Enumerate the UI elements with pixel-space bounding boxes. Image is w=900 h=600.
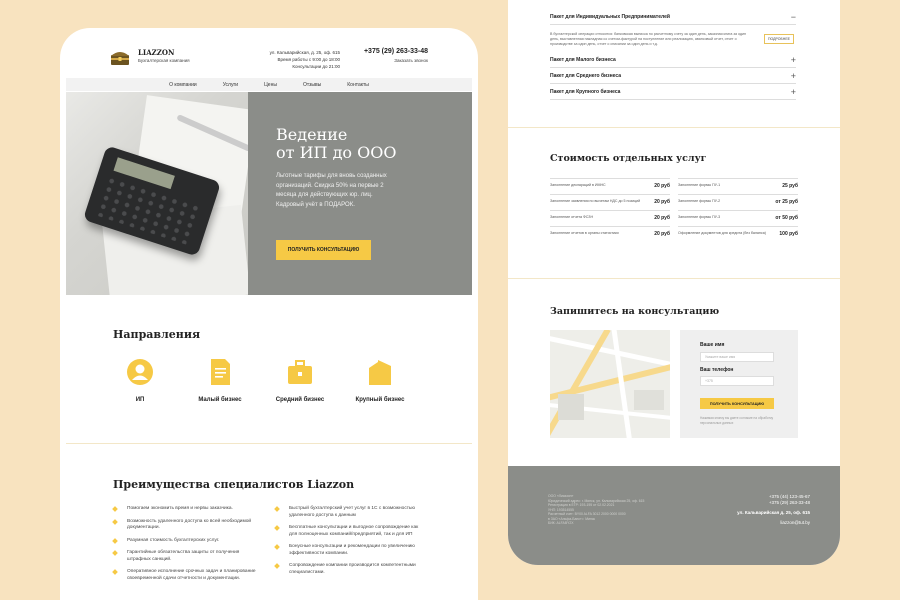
name-label: Ваше имя bbox=[700, 342, 725, 348]
package-title: Пакет для Индивидуальных Предпринимателей bbox=[550, 14, 670, 20]
advantages-left-list bbox=[113, 506, 263, 588]
advantage-item: Сопровождение компании производится компетентными специалистами. bbox=[275, 563, 425, 576]
nav-item-prices[interactable]: Цены bbox=[264, 81, 277, 88]
hero-title-line1: Ведение bbox=[276, 125, 348, 144]
footer-email[interactable]: liazzon@tut.by bbox=[780, 520, 810, 525]
price-row: Заполнение формы ПУ-1 25 руб bbox=[678, 178, 798, 194]
plus-icon: + bbox=[790, 55, 796, 65]
user-icon bbox=[126, 358, 154, 386]
footer-phone-1[interactable]: +375 (44) 123-45-67 bbox=[768, 494, 810, 499]
header-address: ул. Кальварийская, д. 25, оф. 615 bbox=[269, 50, 340, 55]
package-title: Пакет для Малого бизнеса bbox=[550, 57, 616, 63]
footer-phone-2[interactable]: +375 (29) 263-33-48 bbox=[768, 500, 810, 505]
plus-icon: + bbox=[790, 87, 796, 97]
minus-icon: − bbox=[790, 12, 796, 22]
document-icon bbox=[206, 358, 234, 386]
footer-address: ул. Кальварийская д. 25, оф. 615 bbox=[737, 510, 810, 515]
direction-label: ИП bbox=[135, 397, 145, 403]
contact-title: Запишитесь на консультацию bbox=[550, 306, 720, 317]
section-divider bbox=[66, 443, 472, 444]
package-medium-accordion[interactable] bbox=[550, 73, 796, 84]
package-title: Пакет для Крупного бизнеса bbox=[550, 89, 621, 95]
header-info bbox=[230, 49, 340, 70]
directions-title: Направления bbox=[113, 328, 201, 341]
header-consult: Консультации до 21:00 bbox=[292, 64, 340, 69]
price-row: Заполнение отчета ФСЗН 20 руб bbox=[550, 210, 670, 226]
privacy-note: Нажимая кнопку вы даете согласие на обработку персональных данных bbox=[700, 416, 774, 425]
direction-label: Малый бизнес bbox=[198, 397, 242, 403]
name-field[interactable]: Укажите ваше имя bbox=[700, 352, 774, 362]
nav-item-about[interactable]: О компании bbox=[169, 81, 197, 88]
right-page-preview bbox=[508, 0, 840, 565]
advantage-item: Помогаем экономить время и нервы заказчика. bbox=[113, 506, 263, 513]
package-ip-accordion[interactable] bbox=[550, 14, 796, 25]
consultation-form bbox=[680, 330, 798, 438]
prices-left-list bbox=[550, 178, 670, 242]
price-row: Заполнение формы ПУ-2 от 25 руб bbox=[678, 194, 798, 210]
hero-text: Льготные тарифы для вновь созданных организаций. Скидка 50% на первые 2 месяца для действующих юр. лиц. Кадровый учёт в ПОДАРОК. bbox=[276, 173, 387, 208]
prices-title: Стоимость отдельных услуг bbox=[550, 153, 707, 164]
package-title: Пакет для Среднего бизнеса bbox=[550, 73, 621, 79]
advantage-item: Бонусные консультации и рекомендации по увеличению эффективности компании. bbox=[275, 544, 425, 557]
advantage-item: Оперативное исполнение срочных задач и планирование своевременной сдачи отчетности и документации. bbox=[113, 569, 263, 582]
nav-item-reviews[interactable]: Отзывы bbox=[302, 81, 322, 88]
price-row: Заполнение деклараций в ИМНС 20 руб bbox=[550, 178, 670, 194]
advantages-title: Преимущества специалистов Liazzon bbox=[113, 478, 355, 491]
hero-title bbox=[276, 126, 396, 162]
package-description: В бухгалтерской операции относится: банковская выписка по расчетному счету за один день, заказная книга за один день, выставленная накладная со счетом-фактурой на поступление или реализацию, авансовый отчет, отчет о производстве за один день, отчет о списании за один день и т.д. bbox=[550, 32, 746, 46]
header-hours: Время работы с 9:00 до 18:00 bbox=[277, 57, 340, 62]
order-call-link[interactable]: Заказать звонок bbox=[394, 58, 428, 63]
more-button[interactable]: ПОДРОБНЕЕ bbox=[764, 34, 794, 44]
briefcase-icon bbox=[286, 358, 314, 386]
submit-consultation-button[interactable]: ПОЛУЧИТЬ КОНСУЛЬТАЦИЮ bbox=[700, 398, 774, 409]
price-row: Заполнение формы ПУ-3 от 50 руб bbox=[678, 210, 798, 226]
advantage-item: Гарантийные обязательства защиты от получения штрафных санкций. bbox=[113, 550, 263, 563]
nav-item-contacts[interactable]: Контакты bbox=[347, 81, 369, 88]
package-small-accordion[interactable] bbox=[550, 57, 796, 68]
advantages-right-list bbox=[275, 506, 425, 582]
left-page-preview bbox=[60, 28, 478, 600]
price-row: Оформление документов для кредита (без баланса) 100 руб bbox=[678, 226, 798, 242]
prices-right-list bbox=[678, 178, 798, 242]
location-map[interactable] bbox=[550, 330, 670, 438]
hero-section bbox=[66, 92, 472, 295]
site-footer bbox=[508, 466, 840, 565]
main-nav bbox=[66, 78, 472, 91]
hero-title-line2: от ИП до ООО bbox=[276, 143, 397, 162]
phone-label: Ваш телефон bbox=[700, 367, 734, 373]
package-large-accordion[interactable] bbox=[550, 89, 796, 100]
footer-contacts bbox=[769, 494, 810, 506]
price-row: Заполнение отчетов в органы статистики 20 руб bbox=[550, 226, 670, 242]
section-divider bbox=[508, 127, 840, 128]
logo-chest-icon bbox=[110, 50, 130, 66]
section-divider bbox=[508, 278, 840, 279]
advantage-item: Быстрый бухгалтерский учет услуг в 1С с возможностью удаленного доступа к данным bbox=[275, 506, 425, 519]
direction-ip[interactable] bbox=[105, 358, 175, 403]
advantage-item: Разумная стоимость бухгалтерских услуг. bbox=[113, 538, 263, 545]
direction-label: Крупный бизнес bbox=[355, 397, 405, 403]
footer-legal-info: ООО «Лиаззон» Юридический адрес: г. Минск, ул. Кальварийская 25, оф. 615 Регистрация в ЕГР: 193-195 от 02.02.2021 УНП: 193514555 Расчетный счет: BY00 ALFA 3012 2000 0000 0000 в ЗАО «Альфа-Банк» г. Минск БИК: ALFABY2X bbox=[548, 494, 645, 525]
header-phone[interactable]: +375 (29) 263-33-48 bbox=[363, 48, 428, 55]
phone-field[interactable]: +375 bbox=[700, 376, 774, 386]
get-consultation-button[interactable]: ПОЛУЧИТЬ КОНСУЛЬТАЦИЮ bbox=[276, 240, 371, 260]
nav-item-services[interactable]: Услуги bbox=[222, 81, 239, 88]
plus-icon: + bbox=[790, 71, 796, 81]
price-row: Заполнение заявления по вычетам НДС до 5 позиций 20 руб bbox=[550, 194, 670, 210]
direction-large-business[interactable] bbox=[345, 358, 415, 403]
building-icon bbox=[366, 358, 394, 386]
hero-calculator-photo bbox=[66, 92, 248, 295]
brand-subtitle: Бухгалтерская компания bbox=[138, 58, 190, 63]
direction-small-business[interactable] bbox=[185, 358, 255, 403]
direction-label: Средний бизнес bbox=[275, 397, 325, 403]
advantage-item: Возможность удаленного доступа ко всей необходимой документации. bbox=[113, 519, 263, 532]
direction-medium-business[interactable] bbox=[265, 358, 335, 403]
brand-name[interactable]: LIAZZON bbox=[138, 48, 175, 57]
advantage-item: Бесплатные консультации и выгодное сопровождение как для полноценных компаний/предприятий, так и для ИП bbox=[275, 525, 425, 538]
